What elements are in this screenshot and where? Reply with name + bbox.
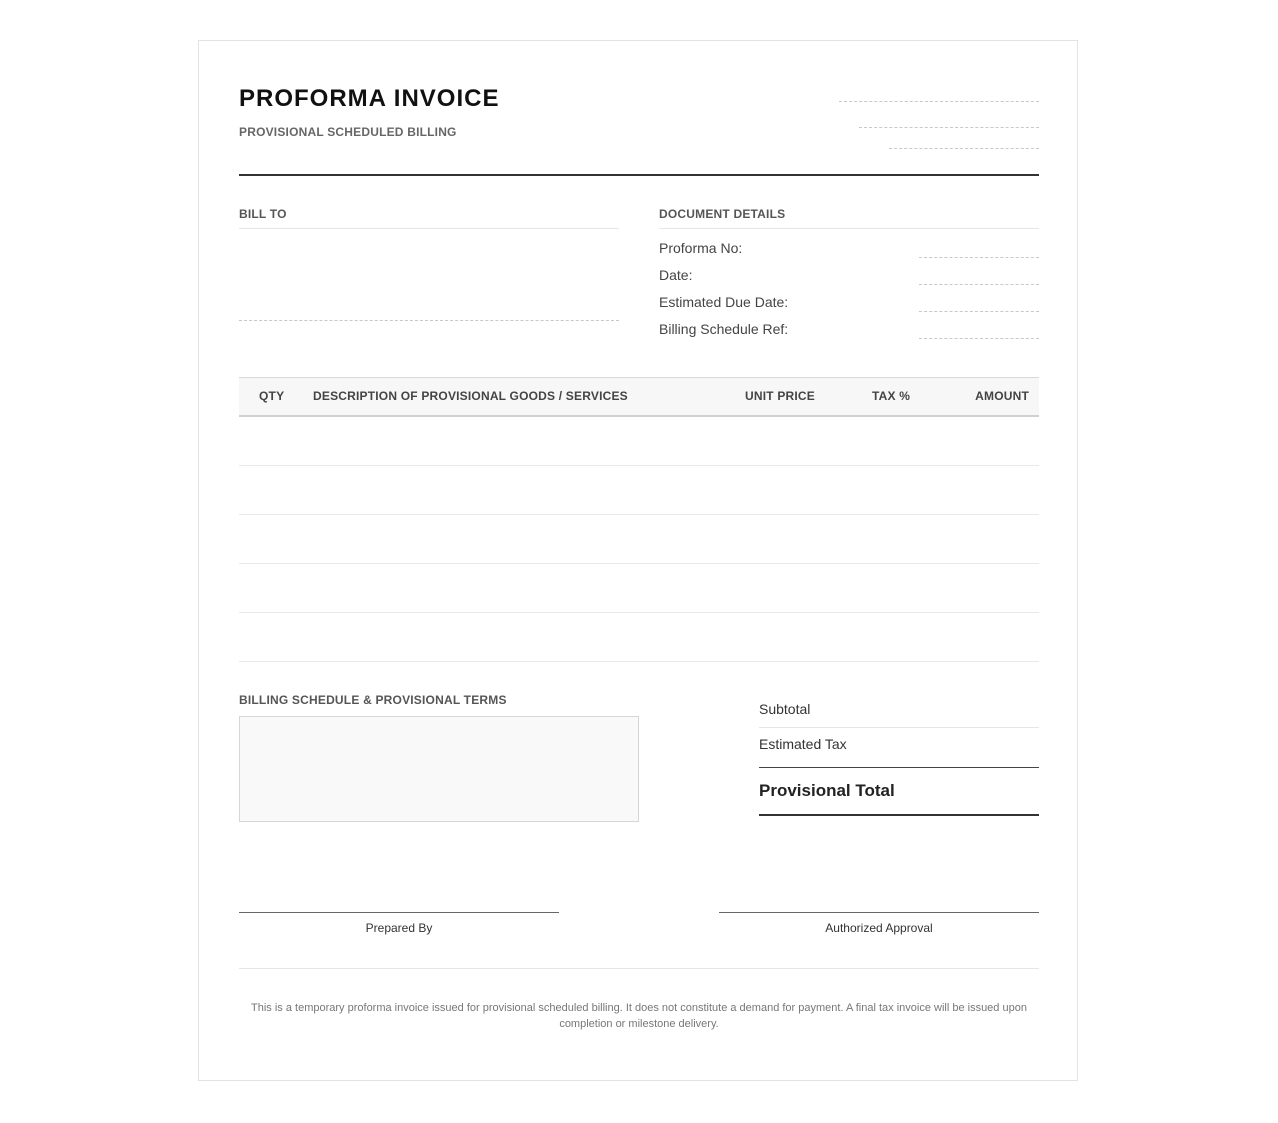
company-address-field[interactable] — [859, 127, 1039, 128]
invoice-subtitle: PROVISIONAL SCHEDULED BILLING — [239, 125, 457, 139]
document-details-label: DOCUMENT DETAILS — [659, 207, 786, 221]
estimated-due-date-label: Estimated Due Date: — [659, 294, 789, 310]
company-contact-field[interactable] — [889, 148, 1039, 149]
authorized-approval-label: Authorized Approval — [825, 921, 933, 935]
billing-schedule-ref-field[interactable] — [919, 338, 1039, 339]
provisional-total-label: Provisional Total — [759, 781, 895, 800]
date-field[interactable] — [919, 284, 1039, 285]
column-tax: TAX % — [872, 389, 911, 403]
subtotal-divider — [759, 727, 1039, 728]
column-amount: AMOUNT — [975, 389, 1029, 403]
estimated-due-date-field[interactable] — [919, 311, 1039, 312]
total-divider-top — [759, 767, 1039, 768]
column-description: DESCRIPTION OF PROVISIONAL GOODS / SERVICES — [313, 389, 628, 403]
date-label: Date: — [659, 267, 693, 283]
invoice-sheet — [198, 40, 1078, 1081]
table-row[interactable] — [239, 613, 1039, 662]
bill-to-label: BILL TO — [239, 207, 287, 221]
document-details-underline — [659, 228, 1039, 229]
proforma-no-field[interactable] — [919, 257, 1039, 258]
column-unit-price: UNIT PRICE — [745, 389, 816, 403]
header-divider — [239, 174, 1039, 176]
invoice-content — [239, 41, 1039, 1080]
subtotal-label: Subtotal — [759, 701, 811, 717]
company-name-field[interactable] — [839, 101, 1039, 102]
terms-textarea[interactable] — [239, 716, 639, 822]
terms-label: BILLING SCHEDULE & PROVISIONAL TERMS — [239, 693, 507, 707]
column-qty: QTY — [259, 389, 285, 403]
invoice-title: PROFORMA INVOICE — [239, 85, 500, 112]
billing-schedule-ref-label: Billing Schedule Ref: — [659, 321, 789, 337]
bill-to-field[interactable] — [239, 320, 619, 321]
table-row[interactable] — [239, 564, 1039, 613]
proforma-no-label: Proforma No: — [659, 240, 743, 256]
total-divider-bottom — [759, 814, 1039, 816]
prepared-by-signature-line[interactable] — [239, 912, 559, 913]
table-row[interactable] — [239, 417, 1039, 466]
table-row[interactable] — [239, 466, 1039, 515]
table-row[interactable] — [239, 515, 1039, 564]
footer-divider — [239, 968, 1039, 969]
bill-to-underline — [239, 228, 619, 229]
authorized-approval-signature-line[interactable] — [719, 912, 1039, 913]
estimated-tax-label: Estimated Tax — [759, 736, 847, 752]
prepared-by-label: Prepared By — [365, 921, 433, 935]
footer-disclaimer: This is a temporary proforma invoice issued for provisional scheduled billing. It does not constitute a demand for payment. A final tax invoice will be issued upon completion or milestone delivery. — [251, 1002, 1027, 1030]
items-table-header — [239, 377, 1039, 417]
